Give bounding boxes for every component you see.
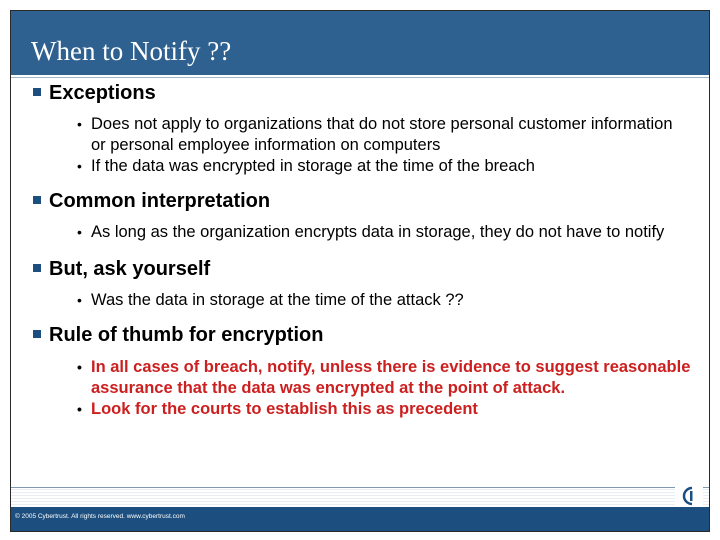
list-item bbox=[33, 290, 691, 311]
list-item-text: As long as the organization encrypts data in storage, they do not have to notify bbox=[91, 223, 665, 241]
list-item bbox=[33, 114, 691, 156]
slide-content bbox=[33, 81, 703, 420]
square-bullet-icon bbox=[33, 330, 41, 338]
section-common-interpretation bbox=[33, 189, 703, 243]
bullet-list bbox=[33, 290, 703, 311]
slide-title: When to Notify ?? bbox=[31, 36, 232, 66]
list-item-text: In all cases of breach, notify, unless there is evidence to suggest reasonable assurance that the data was encrypted at the point of attack. bbox=[91, 358, 691, 397]
section-exceptions bbox=[33, 81, 703, 177]
title-divider-accent bbox=[11, 77, 709, 78]
cybertrust-logo-icon bbox=[675, 485, 703, 507]
list-item-emphasis bbox=[33, 357, 691, 399]
list-item bbox=[33, 222, 691, 243]
dot-bullet-icon: • bbox=[77, 359, 82, 375]
title-bar bbox=[11, 11, 709, 75]
section-heading bbox=[33, 81, 703, 105]
dot-bullet-icon: • bbox=[77, 292, 82, 308]
footer-pattern-band bbox=[11, 487, 709, 508]
list-item-text: Look for the courts to establish this as precedent bbox=[91, 400, 478, 418]
dot-bullet-icon: • bbox=[77, 401, 82, 417]
section-heading bbox=[33, 323, 703, 347]
section-ask-yourself bbox=[33, 257, 703, 311]
list-item-text: Does not apply to organizations that do not store personal customer information or personal employee information on computers bbox=[91, 115, 673, 154]
slide bbox=[10, 10, 710, 532]
section-heading-text: But, ask yourself bbox=[49, 258, 211, 280]
dot-bullet-icon: • bbox=[77, 224, 82, 240]
list-item bbox=[33, 156, 691, 177]
bullet-list bbox=[33, 357, 703, 420]
dot-bullet-icon: • bbox=[77, 116, 82, 132]
list-item-text: If the data was encrypted in storage at the time of the breach bbox=[91, 157, 535, 175]
square-bullet-icon bbox=[33, 264, 41, 272]
section-heading-text: Common interpretation bbox=[49, 190, 271, 212]
section-heading bbox=[33, 189, 703, 213]
square-bullet-icon bbox=[33, 88, 41, 96]
section-heading-text: Exceptions bbox=[49, 82, 156, 104]
footer-bar bbox=[11, 507, 709, 532]
section-heading bbox=[33, 257, 703, 281]
list-item-text: Was the data in storage at the time of the attack ?? bbox=[91, 291, 464, 309]
dot-bullet-icon: • bbox=[77, 158, 82, 174]
square-bullet-icon bbox=[33, 196, 41, 204]
section-rule-of-thumb bbox=[33, 323, 703, 420]
list-item-emphasis bbox=[33, 399, 691, 420]
bullet-list bbox=[33, 222, 703, 243]
copyright-text: © 2005 Cybertrust. All rights reserved. www.cybertrust.com bbox=[15, 513, 185, 520]
bullet-list bbox=[33, 114, 703, 177]
section-heading-text: Rule of thumb for encryption bbox=[49, 324, 324, 346]
